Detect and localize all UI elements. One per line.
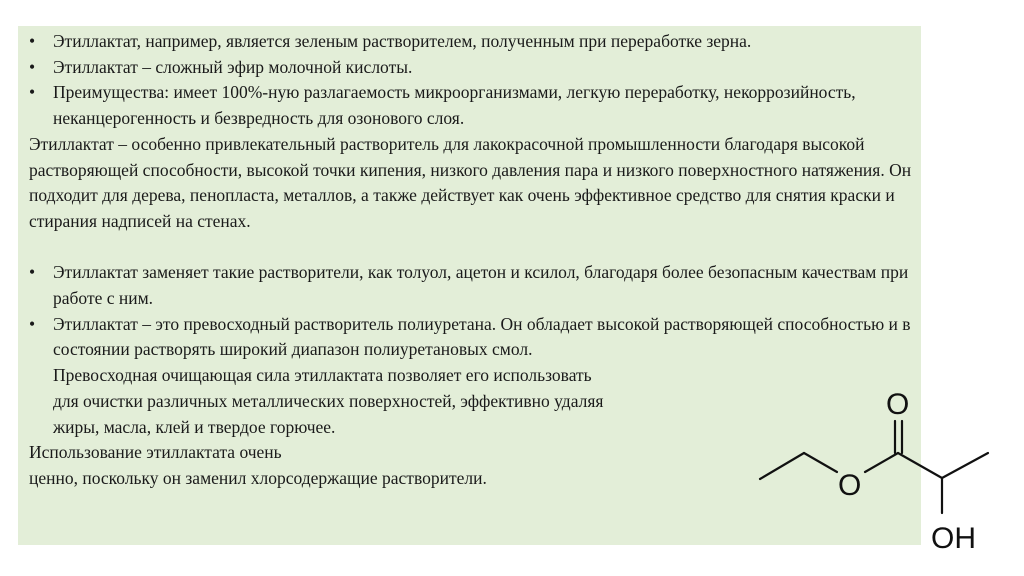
atom-label: O [886,388,910,421]
bullet-marker: • [29,56,36,77]
indented-line: для очистки различных металлических поверхностей, эффективно удаляя [53,390,604,411]
bullet-item [29,312,929,363]
closing-line: Использование этиллактата очень [29,442,282,463]
main-paragraph: Этиллактат – особенно привлекательный растворитель для лакокрасочной промышленности благодаря высокой растворяющей способности, высокой точки кипения, низкого давления пара и низкого поверхностного натяжения. Он подходит для дерева, пенопласта, металлов, а также действует как очень эффективное средство для снятия краски и стирания надписей на стенах. [29,133,912,231]
ethyl-lactate-structure [755,385,1005,560]
bullet-text: Этиллактат – это превосходный растворитель полиуретана. Он обладает высокой растворяющей способностью и в состоянии растворять широкий диапазон полиуретановых смол. [53,313,911,360]
bond-line [898,453,942,478]
bullet-text: Этиллактат, например, является зеленым растворителем, полученным при переработке зерна. [53,31,752,51]
bullet-item [29,260,929,311]
atom-label: OH [931,522,976,555]
bullet-text: Преимущества: имеет 100%-ную разлагаемость микроорганизмами, легкую переработку, некоррозийность, неканцерогенность и безвредность для озонового слоя. [53,82,856,129]
bullet-item [29,55,929,81]
bond-line [804,453,837,472]
indented-line: жиры, масла, клей и твердое горючее. [53,416,336,437]
bond-line [760,453,804,479]
bullet-marker: • [29,82,36,103]
atom-label: O [838,469,862,502]
bond-line [942,453,988,478]
spacer [29,235,929,261]
bullet-marker: • [29,313,36,334]
bullet-item [29,29,929,55]
bullet-item [29,80,929,131]
bullet-marker: • [29,31,36,51]
bond-line [865,453,898,472]
bullet-text: Этиллактат заменяет такие растворители, как толуол, ацетон и ксилол, благодаря более безопасным качествам при работе с ним. [53,262,909,309]
bullet-text: Этиллактат – сложный эфир молочной кислоты. [53,56,413,77]
indented-line: Превосходная очищающая сила этиллактата позволяет его использовать [53,365,592,386]
closing-line: ценно, поскольку он заменил хлорсодержащие растворители. [29,467,487,488]
structural-formula-svg [755,385,1005,560]
bullet-marker: • [29,262,36,283]
